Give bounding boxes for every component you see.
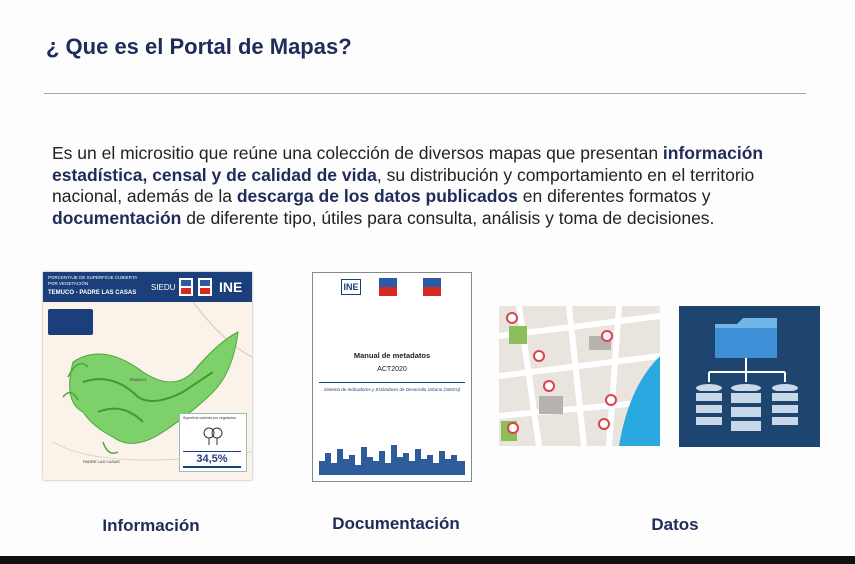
caption-informacion: Información xyxy=(102,516,200,535)
paragraph-text: Es un el micrositio que reúne una colección de diversos mapas que presentan xyxy=(52,143,663,163)
map-header-title-1: PORCENTAJE DE SUPERFICIE CUBIERTA xyxy=(48,275,138,280)
folder-icon xyxy=(715,318,777,358)
chile-flag-icon xyxy=(379,278,397,296)
paragraph-highlight: descarga de los datos publicados xyxy=(236,186,518,206)
stat-value: 34,5% xyxy=(183,452,241,466)
paragraph-highlight: documentación xyxy=(52,207,182,228)
paragraph-highlight: información estadística, censal y de calidad de vida xyxy=(52,143,764,185)
paragraph-text: de diferente tipo, útiles para consulta, análisis y toma de decisiones. xyxy=(181,207,715,228)
map-header-city: TEMUCO - PADRE LAS CASAS xyxy=(48,290,137,296)
ine-logo: INE xyxy=(341,279,361,295)
manual-subtitle: ACT2020 xyxy=(377,366,407,373)
datos-database-image[interactable] xyxy=(679,306,820,447)
database-icon xyxy=(730,383,762,432)
database-icon xyxy=(771,383,799,426)
chile-flag-icon xyxy=(423,278,441,296)
stat-caption: Superficie cubierta por vegetación xyxy=(183,416,236,420)
title-divider xyxy=(44,93,806,94)
bottom-bar xyxy=(0,556,855,564)
city-skyline xyxy=(319,439,465,475)
ine-logo: INE xyxy=(219,279,243,295)
map-label-padre-las-casas: PADRE LAS CASAS xyxy=(83,459,120,464)
description-paragraph xyxy=(52,143,812,229)
page-title: ¿ Que es el Portal de Mapas? xyxy=(46,34,352,59)
chile-flag-icon xyxy=(179,278,193,296)
map-label-temuco: TEMUCO xyxy=(129,377,147,382)
paragraph-text: en diferentes formatos y xyxy=(517,186,711,206)
manual-description: Sistema de Indicadores y Estándares de Desarrollo Urbano (SIEDU) xyxy=(323,387,461,392)
stat-box xyxy=(179,413,247,472)
database-icon xyxy=(695,383,723,426)
chile-flag-icon xyxy=(198,278,212,296)
map-header xyxy=(43,272,252,302)
informacion-map-image[interactable] xyxy=(43,272,252,480)
caption-documentacion: Documentación xyxy=(332,514,460,533)
caption-datos: Datos xyxy=(651,515,699,534)
paragraph-text: , su distribución y comportamiento en el territorio nacional, además de la xyxy=(52,164,755,206)
documentacion-manual-image[interactable] xyxy=(312,272,472,482)
map-header-title-2: POR VEGETACIÓN xyxy=(48,281,89,286)
map-header-brand: SIEDU xyxy=(151,283,176,292)
manual-divider xyxy=(319,382,465,383)
map-legend xyxy=(48,309,93,335)
datos-map-image[interactable] xyxy=(499,306,660,446)
tree-icon xyxy=(202,426,224,446)
manual-title: Manual de metadatos xyxy=(353,351,431,360)
